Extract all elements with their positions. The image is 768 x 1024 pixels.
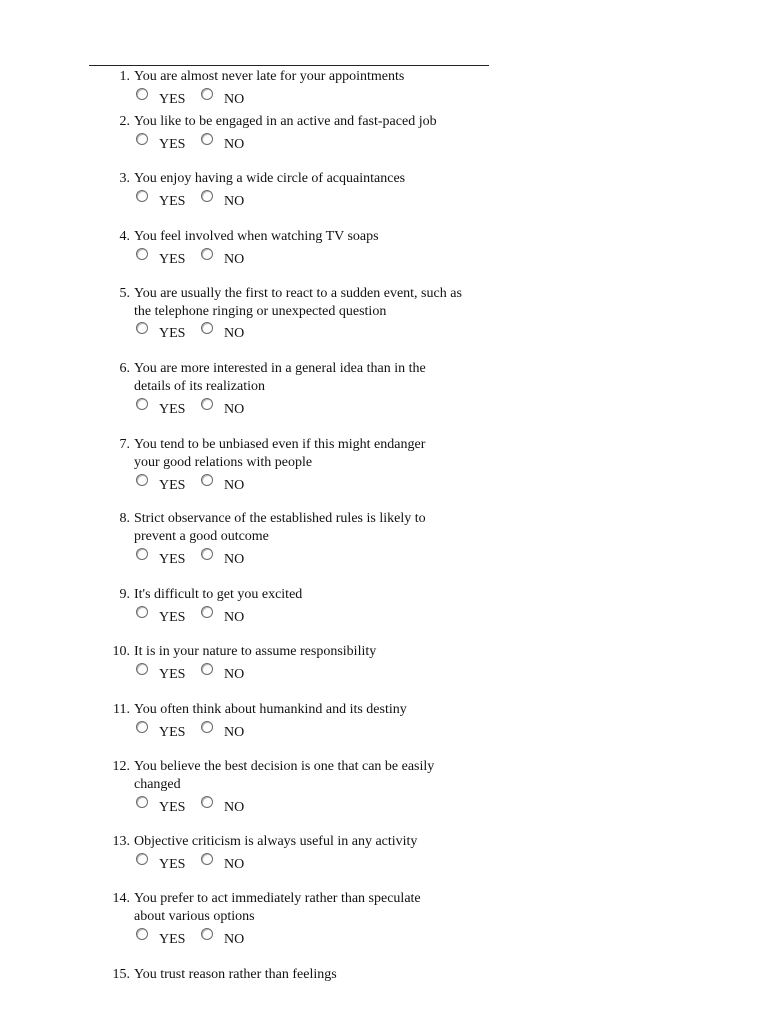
question-number: 12. (112, 759, 130, 774)
yes-label: YES (159, 932, 186, 947)
yes-label: YES (159, 137, 186, 152)
no-label: NO (224, 402, 245, 417)
yes-radio-button[interactable] (136, 248, 148, 260)
no-radio-button[interactable] (201, 796, 213, 808)
yes-radio-button[interactable] (136, 606, 148, 618)
question-text: You often think about humankind and its destiny (134, 702, 407, 717)
yes-label: YES (159, 326, 186, 341)
no-radio-button[interactable] (201, 853, 213, 865)
question-text: Strict observance of the established rules is likely to prevent a good outcome (134, 511, 426, 544)
answer-options (134, 548, 274, 568)
no-label: NO (224, 326, 245, 341)
question-number: 7. (119, 437, 130, 452)
question-text: You are usually the first to react to a sudden event, such as the telephone ringing or unexpected question (134, 286, 462, 319)
yes-radio-button[interactable] (136, 474, 148, 486)
no-label: NO (224, 252, 245, 267)
answer-options (134, 322, 274, 342)
question-number: 2. (119, 114, 130, 129)
yes-label: YES (159, 857, 186, 872)
question-text: You are almost never late for your appointments (134, 69, 405, 84)
yes-label: YES (159, 92, 186, 107)
no-label: NO (224, 725, 245, 740)
question-text: You prefer to act immediately rather than speculate about various options (134, 891, 421, 924)
no-radio-button[interactable] (201, 190, 213, 202)
question-number: 11. (113, 702, 130, 717)
question-text: It is in your nature to assume responsibility (134, 644, 377, 659)
yes-radio-button[interactable] (136, 322, 148, 334)
yes-radio-button[interactable] (136, 663, 148, 675)
yes-radio-button[interactable] (136, 853, 148, 865)
yes-radio-button[interactable] (136, 398, 148, 410)
question-number: 5. (119, 286, 130, 301)
no-radio-button[interactable] (201, 88, 213, 100)
question-number: 1. (119, 69, 130, 84)
yes-label: YES (159, 552, 186, 567)
question-text: Objective criticism is always useful in any activity (134, 834, 418, 849)
question-text: You tend to be unbiased even if this might endanger your good relations with people (134, 437, 426, 470)
no-label: NO (224, 800, 245, 815)
yes-radio-button[interactable] (136, 548, 148, 560)
answer-options (134, 606, 274, 626)
no-label: NO (224, 610, 245, 625)
answer-options (134, 853, 274, 873)
question-number: 13. (112, 834, 130, 849)
no-label: NO (224, 552, 245, 567)
no-label: NO (224, 932, 245, 947)
no-radio-button[interactable] (201, 322, 213, 334)
no-label: NO (224, 857, 245, 872)
yes-label: YES (159, 252, 186, 267)
question-text: You like to be engaged in an active and fast-paced job (134, 114, 437, 129)
answer-options (134, 398, 274, 418)
answer-options (134, 721, 274, 741)
yes-label: YES (159, 194, 186, 209)
no-radio-button[interactable] (201, 474, 213, 486)
yes-label: YES (159, 725, 186, 740)
no-radio-button[interactable] (201, 548, 213, 560)
question-text: You enjoy having a wide circle of acquaintances (134, 171, 406, 186)
yes-label: YES (159, 800, 186, 815)
question-text: You are more interested in a general idea than in the details of its realization (134, 361, 426, 394)
no-label: NO (224, 137, 245, 152)
no-label: NO (224, 667, 245, 682)
yes-label: YES (159, 402, 186, 417)
yes-label: YES (159, 610, 186, 625)
no-radio-button[interactable] (201, 133, 213, 145)
question-text: You feel involved when watching TV soaps (134, 229, 379, 244)
question-number: 10. (112, 644, 130, 659)
question-number: 14. (112, 891, 130, 906)
no-radio-button[interactable] (201, 398, 213, 410)
question-number: 9. (119, 587, 130, 602)
answer-options (134, 248, 274, 268)
yes-label: YES (159, 478, 186, 493)
question-number: 8. (119, 511, 130, 526)
no-radio-button[interactable] (201, 663, 213, 675)
yes-radio-button[interactable] (136, 190, 148, 202)
question-text: You trust reason rather than feelings (134, 967, 337, 982)
answer-options (134, 928, 274, 948)
yes-radio-button[interactable] (136, 796, 148, 808)
question-text: You believe the best decision is one that can be easily changed (134, 759, 435, 792)
top-divider (89, 65, 489, 66)
no-label: NO (224, 194, 245, 209)
question-number: 6. (119, 361, 130, 376)
yes-label: YES (159, 667, 186, 682)
question-number: 15. (112, 967, 130, 982)
answer-options (134, 663, 274, 683)
question-text: It's difficult to get you excited (134, 587, 303, 602)
no-label: NO (224, 478, 245, 493)
no-label: NO (224, 92, 245, 107)
yes-radio-button[interactable] (136, 928, 148, 940)
answer-options (134, 133, 274, 153)
yes-radio-button[interactable] (136, 721, 148, 733)
no-radio-button[interactable] (201, 248, 213, 260)
no-radio-button[interactable] (201, 721, 213, 733)
answer-options (134, 88, 274, 108)
yes-radio-button[interactable] (136, 88, 148, 100)
yes-radio-button[interactable] (136, 133, 148, 145)
question-number: 4. (119, 229, 130, 244)
answer-options (134, 474, 274, 494)
no-radio-button[interactable] (201, 606, 213, 618)
answer-options (134, 796, 274, 816)
question-number: 3. (119, 171, 130, 186)
answer-options (134, 190, 274, 210)
no-radio-button[interactable] (201, 928, 213, 940)
